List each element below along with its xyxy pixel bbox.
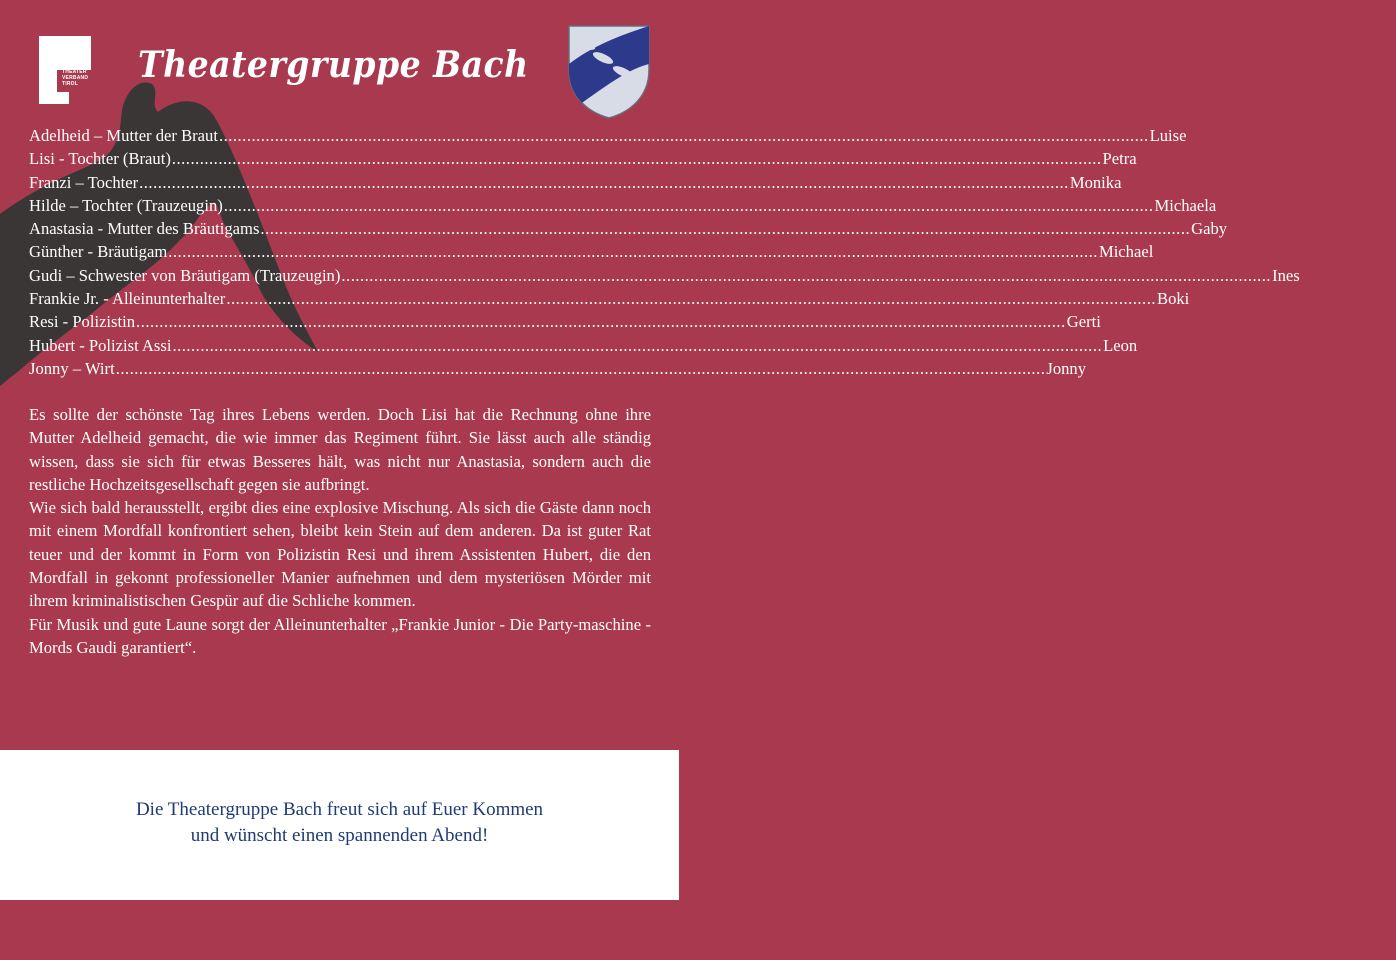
cast-row: [29, 264, 1300, 287]
cast-role: Adelheid – Mutter der Braut: [29, 126, 218, 145]
logo-text: THEATER VERBAND TIROL: [62, 69, 89, 87]
cast-actor: Jonny: [1046, 358, 1087, 378]
leader-dots: ........................................................................................................................................................................................................: [223, 195, 1154, 215]
leader-dots: ........................................................................................................................................................................................................: [218, 126, 1149, 145]
cast-actor: Boki: [1157, 289, 1190, 309]
cast-row: [29, 240, 1154, 263]
description-paragraph: Es sollte der schönste Tag ihres Lebens werden. Doch Lisi hat die Rechnung ohne ihre Mutter Adelheid gemacht, die wie immer das Regiment führt. Sie lässt auch alle ständig wissen, dass sie sich für etwas Besseres hält, was nicht nur Anastasia, sondern auch die restliche Hochzeitsgesellschaft gegen sie aufbringt.: [29, 405, 651, 494]
leader-dots: ........................................................................................................................................................................................................: [226, 289, 1156, 309]
bottom-band: [0, 900, 679, 960]
cast-role: Anastasia - Mutter des Bräutigams: [29, 219, 260, 239]
cast-actor: Luise: [1149, 126, 1187, 145]
cast-role: Günther - Bräutigam: [29, 242, 168, 262]
cast-actor: Gaby: [1191, 219, 1228, 239]
cast-actor: Gerti: [1066, 312, 1101, 332]
footer-line: und wünscht einen spannenden Abend!: [190, 825, 489, 846]
cast-actor: Michael: [1098, 242, 1154, 262]
footer-message: [0, 797, 679, 849]
cast-actor: Petra: [1102, 149, 1137, 169]
cast-actor: Michaela: [1154, 195, 1217, 215]
cast-role: Franzi – Tochter: [29, 172, 139, 192]
cast-role: Hilde – Tochter (Trauzeugin): [29, 195, 223, 215]
cast-row: [29, 194, 1217, 217]
cast-role: Hubert - Polizist Assi: [29, 335, 172, 355]
cast-role: Resi - Polizistin: [29, 312, 136, 332]
leader-dots: ........................................................................................................................................................................................................: [168, 242, 1098, 262]
cast-role: Jonny – Wirt: [29, 358, 115, 378]
cast-row: [29, 287, 1190, 310]
cast-row: [29, 357, 1087, 380]
bach-coat-of-arms-fish-icon: [565, 24, 653, 120]
description-paragraph: Für Musik und gute Laune sorgt der Alleinunterhalter „Frankie Junior - Die Party-maschine - Mords Gaudi garantiert“.: [29, 614, 651, 657]
leader-dots: ........................................................................................................................................................................................................: [172, 335, 1103, 355]
leader-dots: ........................................................................................................................................................................................................: [139, 172, 1069, 192]
cast-row: [29, 310, 1101, 333]
cast-role: Lisi - Tochter (Braut): [29, 149, 171, 169]
cast-row: [29, 124, 1187, 147]
page-title: Theatergruppe Bach: [138, 44, 529, 86]
leader-dots: ........................................................................................................................................................................................................: [115, 358, 1046, 378]
leader-dots: ........................................................................................................................................................................................................: [136, 312, 1066, 332]
cast-actor: Leon: [1103, 335, 1138, 355]
leader-dots: ........................................................................................................................................................................................................: [171, 149, 1102, 169]
description-paragraph: Wie sich bald herausstellt, ergibt dies eine explosive Mischung. Als sich die Gäste dann noch mit einem Mordfall konfrontiert sehen, bleibt kein Stein auf dem anderen. Da ist guter Rat teuer und der kommt in Form von Polizistin Resi und ihrem Assistenten Hubert, die den Mordfall in gekonnt professioneller Manier aufnehmen und dem mysteriösen Mörder mit ihrem kriminalistischen Gespür auf die Schliche kommen.: [29, 498, 651, 611]
cast-actor: Ines: [1272, 265, 1300, 285]
leader-dots: ........................................................................................................................................................................................................: [260, 219, 1191, 239]
footer-line: Die Theatergruppe Bach freut sich auf Euer Kommen: [135, 799, 544, 820]
leader-dots: ........................................................................................................................................................................................................: [341, 265, 1272, 285]
play-description: [29, 403, 651, 659]
cast-row: [29, 217, 1228, 240]
cast-row: [29, 147, 1137, 170]
cast-list: [29, 124, 1300, 380]
cast-row: [29, 334, 1138, 357]
cast-role: Frankie Jr. - Alleinunterhalter: [29, 289, 226, 309]
cast-actor: Monika: [1069, 172, 1122, 192]
cast-role: Gudi – Schwester von Bräutigam (Trauzeugin): [29, 265, 341, 285]
cast-row: [29, 171, 1122, 194]
